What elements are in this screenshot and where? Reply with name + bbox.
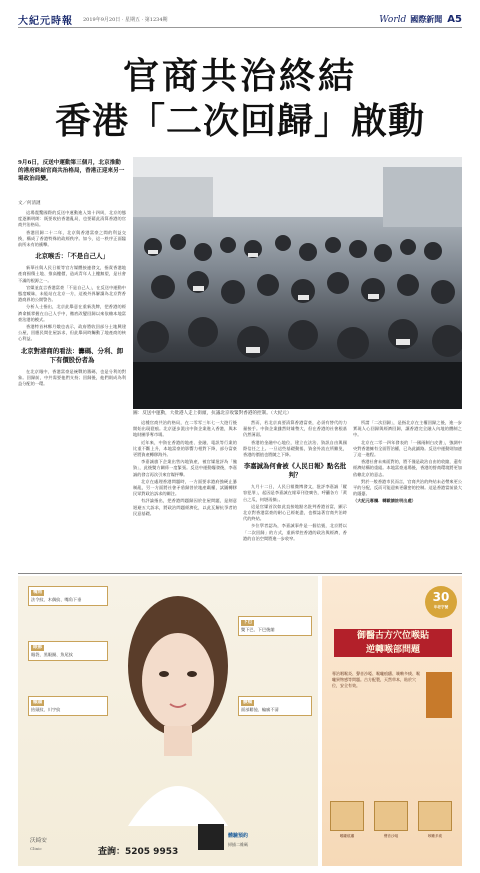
subhead: 李嘉誠為何會被《人民日報》點名批判？: [243, 462, 347, 480]
qr-label: 體驗預約: [228, 833, 249, 839]
paragraph: 北京在二零一四年發表的「一國兩制白皮書」，強調中央對香港擁有全面管治權，已為此鋪路。反送中運動則加速了這一進程。: [353, 439, 462, 458]
section-en: World: [379, 14, 407, 25]
paragraph: 這種官商共治的格局，在二零零三年七一大遊行後開始出現裂痕。北京逐步派出中資企業進入香港，與本地財團爭奪市場。: [133, 420, 237, 438]
paragraph: 官媒並直言香港富豪「不是自己人」，在反送中運動中態度曖昧，未能站在北京一方，這被外界解讀為北京對香港商界的公開警告。: [18, 284, 126, 303]
paragraph: 北京在處理香港問題時，一方面要求港府強硬止暴制亂，另一方面將社會矛盾歸咎於地產霸權，試圖轉移民眾對政治訴求的關注。: [133, 478, 237, 497]
ad-divider: [18, 573, 462, 574]
clinic-brand-sub: Clinic: [30, 846, 42, 851]
paragraph: 多位學者認為，李嘉誠事件是一個信號，北京將以「二次回歸」的方式，重新掌控香港的政治與經濟，香港的自治空間將進一步收窄。: [243, 523, 347, 541]
paragraph: 對於一般香港市民而言，官商共治的終結未必帶來更公平的分配，反而可能迎來更嚴密的控制。這是香港當前最大的隱憂。: [353, 478, 462, 497]
protest-photo: [133, 157, 462, 409]
masthead: [18, 14, 462, 28]
paragraph: 然而，若北京真要清算香港富豪，必須有替代的力量接手。中資企業雖然財雄勢大，但在香港的社會根基仍然薄弱。: [243, 420, 347, 438]
model-face-image: [118, 586, 238, 826]
paragraph: 九月十二日，人民日報微博發文，批評李嘉誠「縱容犯罪」，起因是李嘉誠在報章刊登廣告，呼籲各方「黃台之瓜，何堪再摘」。: [243, 484, 347, 502]
paragraph: 香港回歸二十二年，北京與香港富豪之間的利益交換，構成了香港特殊的政經秩序。如今，這一秩序正面臨前所未有的衝擊。: [18, 229, 126, 248]
paragraph: 這場震驚國際的反送中運動進入第十四周，北京的態度逐漸明朗：既要收拾香港亂局，也要藉此清算香港的官商共治格局。: [18, 210, 126, 228]
clinic-phone[interactable]: 查詢：5205 9953: [98, 847, 179, 857]
article-column-3: [243, 420, 347, 570]
subhead: 北京喉舌：「不是自己人」: [35, 252, 109, 261]
product-label-1: 喉嚨痕癢: [339, 834, 355, 838]
paragraph: 分析人士指出，北京此舉意在重新洗牌，把香港的經濟命脈掌握在自己人手中，徹底改變回歸以來依賴本地富豪治港的模式。: [18, 304, 126, 322]
article-column-2: [133, 420, 237, 570]
paragraph: 這是官媒首次如此直接地點名批判香港首富，顯示北京對香港富豪的耐心已經耗盡，也標誌著官商共治時代的終結。: [243, 503, 347, 522]
paragraph: 香港社會未來面對的，將不僅是政治自由的收縮，還有經濟結構的重組。本地富豪退場後，香港的營商環境將更加依賴北京的意志。: [353, 459, 462, 477]
paragraph: 近年來，中資在香港的地產、金融、電訊等行業的比重不斷上升，本地富豪的影響力相對下降，部分富豪更將資產轉移海外。: [133, 439, 237, 458]
clinic-ad[interactable]: [18, 576, 318, 866]
issue-date: 2019年9月20日 · 星期五 · 第1234期: [83, 17, 168, 23]
paragraph: 香港的金融中心地位，建立在法治、資訊自由與國際信任之上。一旦這些基礎動搖，資金外流在所難免，香港的價值也將隨之下降。: [243, 439, 347, 458]
product-box-image: [426, 672, 452, 718]
ad-box-mouth: 嘴角 法令紋、木偶紋、嘴角下垂: [28, 586, 108, 606]
product-label-3: 咳嗽多痰: [427, 834, 443, 838]
paper-name: 大紀元時報: [18, 16, 73, 27]
article-end: （大紀元專欄．轉載請註明出處）: [353, 498, 416, 504]
product-image-2: [374, 801, 408, 831]
paragraph: 新華社與人民日報等官方媒體接連發文，指責香港地產商囤積土地、推高樓價，造成青年人上樓無望，是社會不滿的根源之一。: [18, 265, 126, 283]
qr-code[interactable]: [198, 824, 224, 850]
product-label-2: 聲音沙啞: [383, 834, 399, 838]
headline-line1: 官商共治終結: [122, 55, 357, 97]
byline: 文／何清漣: [18, 201, 41, 206]
subhead: 北京對港商的看法：籌碼、分利、卸下有價股份者為: [20, 346, 124, 364]
section-zh: 國際新聞: [410, 14, 443, 24]
qr-sub-label: 掃描二維碼: [228, 842, 248, 847]
ad-box-cheek: 臉頰 面部鬆弛、輪廓不清: [238, 696, 312, 716]
article-column-4: [353, 420, 462, 570]
page-number: A5: [447, 14, 462, 25]
lead-text: 9月6日，反送中運動第三個月，北京推動的港府終結官商共治格局，香港正迎來另一場政治局變。: [18, 160, 125, 182]
ad-box-forehead: 額頭 抬頭紋、川字紋: [28, 696, 108, 716]
ad-box-eyes: 眼部 眼袋、黑眼圈、魚尾紋: [28, 641, 108, 661]
headline: [18, 55, 462, 143]
paragraph: 有評論指出，把香港問題歸因於住屋問題，是刻意迴避五大訴求，將政治問題經濟化，以此瓦解抗爭者的民意基礎。: [133, 498, 237, 516]
photo-caption: 圖：反送中運動，大批港人走上街頭，抗議北京收緊對香港的控制。（大紀元）: [133, 411, 292, 416]
ad-title: 御醫古方穴位喉貼 逆轉喉部問題: [334, 629, 452, 657]
product-image-1: [330, 801, 364, 831]
paragraph: 李嘉誠旗下企業出售內地資產，被官媒批評為「撤資」，此後雙方關係一度緊張。反送中運動爆發後，李嘉誠的發言再次引來官媒抨擊。: [133, 459, 237, 477]
paragraph: 在北京眼中，香港富豪是統戰的籌碼，也是分利的對象。回歸前，中共需要他們支持；回歸後，他們則成為利益分配的一環。: [18, 368, 126, 387]
paragraph: 所謂「二次回歸」，是指北京在主權回歸之後，進一步實現人心回歸與經濟回歸，讓香港完全融入內地的體制之中。: [353, 420, 462, 438]
paragraph: 香港特首林鄭月娥也表示，政府將收回部分土地興建公屋，回應民間住屋訴求，但此舉同時觸動了地產商的核心利益。: [18, 324, 126, 342]
years-badge: 30 年老字號: [425, 586, 457, 618]
clinic-brand: 沃綺安: [30, 838, 47, 844]
article-column-1: [18, 210, 126, 570]
throat-patch-ad[interactable]: [322, 576, 462, 866]
headline-line2: 香港「二次回歸」啟動: [54, 100, 425, 142]
crowd-image: [133, 157, 462, 409]
ad-body: 專治咽喉炎、聲音沙啞、喉嚨痕癢、咳嗽多痰、喉嚨異物感等問題。古方配製，天然草本，貼於穴位，安全有效。: [332, 671, 420, 688]
product-image-3: [418, 801, 452, 831]
ad-box-chin: 下巴 雙下巴、下巴後縮: [238, 616, 312, 636]
